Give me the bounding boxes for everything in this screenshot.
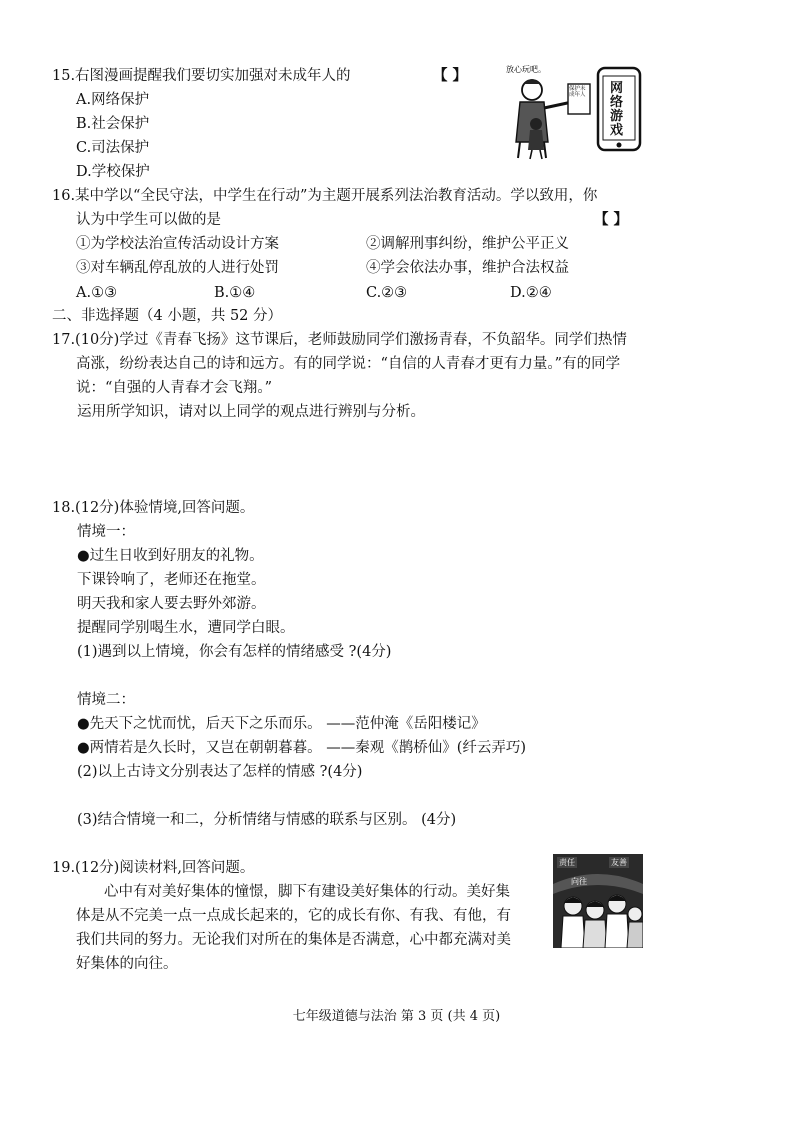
q15-option-c: C.司法保护 bbox=[76, 140, 150, 156]
q16-option-c: C.②③ bbox=[366, 285, 408, 301]
q19-illustration bbox=[553, 854, 643, 948]
q19-line-4: 好集体的向往。 bbox=[76, 956, 178, 972]
q15-stem: 15.右图漫画提醒我们要切实加强对未成年人的 bbox=[52, 68, 351, 84]
q19-label-3: 向往 bbox=[571, 877, 587, 886]
q18-stem: 18.(12分)体验情境,回答问题。 bbox=[52, 500, 255, 516]
q15-comic bbox=[502, 62, 647, 164]
group-drawing bbox=[553, 854, 643, 948]
q16-item-4: ④学会依法办事，维护合法权益 bbox=[366, 260, 569, 276]
q16-option-d: D.②④ bbox=[510, 285, 552, 301]
q18-sub-question-2: (2)以上古诗文分别表达了怎样的情感 ?(4分) bbox=[77, 764, 363, 780]
q19-label-2: 友善 bbox=[611, 858, 627, 867]
q17-line-2: 高涨，纷纷表达自己的诗和远方。有的同学说：“自信的人青春才更有力量。”有的同学 bbox=[76, 356, 621, 372]
q18-scene1-line-1: ●过生日收到好朋友的礼物。 bbox=[77, 548, 264, 564]
q18-scene1-line-4: 提醒同学别喝生水，遭同学白眼。 bbox=[77, 620, 295, 636]
q15-option-a: A.网络保护 bbox=[76, 92, 150, 108]
q16-stem-line1: 16.某中学以“全民守法，中学生在行动”为主题开展系列法治教育活动。学以致用，你 bbox=[52, 188, 598, 204]
q18-scene2-line-2: ●两情若是久长时，又岂在朝朝暮暮。 ——秦观《鹊桥仙》(纤云弄巧) bbox=[77, 740, 527, 756]
comic-small-sign: 保护未成年人 bbox=[569, 86, 586, 98]
q19-line-3: 我们共同的努力。无论我们对所在的集体是否满意，心中都充满对美 bbox=[76, 932, 511, 948]
q18-sub-question-3: (3)结合情境一和二，分析情绪与情感的联系与区别。 (4分) bbox=[77, 812, 457, 828]
section-2-heading: 二、非选择题（4 小题，共 52 分） bbox=[52, 308, 283, 324]
q18-scene2-line-1: ●先天下之忧而忧，后天下之乐而乐。 ——范仲淹《岳阳楼记》 bbox=[77, 716, 486, 732]
q18-scene2-label: 情境二： bbox=[77, 692, 135, 708]
q19-line-1: 心中有对美好集体的憧憬，脚下有建设美好集体的行动。美好集 bbox=[104, 884, 510, 900]
q16-stem-line2: 认为中学生可以做的是 bbox=[76, 212, 221, 228]
q15-option-b: B.社会保护 bbox=[76, 116, 150, 132]
q18-scene1-line-3: 明天我和家人要去野外郊游。 bbox=[77, 596, 266, 612]
q19-line-2: 体是从不完美一点一点成长起来的，它的成长有你、有我、有他，有 bbox=[76, 908, 511, 924]
q19-stem: 19.(12分)阅读材料,回答问题。 bbox=[52, 860, 255, 876]
q16-option-b: B.①④ bbox=[214, 285, 256, 301]
page-footer: 七年级道德与法治 第 3 页 (共 4 页) bbox=[292, 1009, 501, 1024]
q15-option-d: D.学校保护 bbox=[76, 164, 150, 180]
q17-line-4: 运用所学知识，请对以上同学的观点进行辨别与分析。 bbox=[77, 404, 425, 420]
q18-scene1-line-2: 下课铃响了，老师还在拖堂。 bbox=[77, 572, 266, 588]
q18-scene1-label: 情境一： bbox=[77, 524, 135, 540]
q16-option-a: A.①③ bbox=[76, 285, 118, 301]
q16-item-2: ②调解刑事纠纷，维护公平正义 bbox=[366, 236, 569, 252]
q19-label-1: 责任 bbox=[559, 858, 575, 867]
q16-item-3: ③对车辆乱停乱放的人进行处罚 bbox=[76, 260, 279, 276]
q17-line-3: 说：“自强的人青春才会飞翔。” bbox=[76, 380, 273, 396]
q16-answer-bracket: 【 】 bbox=[594, 211, 629, 228]
q17-line-1: 17.(10分)学过《青春飞扬》这节课后，老师鼓励同学们激扬青春，不负韶华。同学们热情 bbox=[52, 332, 627, 348]
comic-speech: 放心玩吧。 bbox=[506, 65, 546, 74]
q15-answer-bracket: 【 】 bbox=[433, 67, 468, 84]
q16-item-1: ①为学校法治宣传活动设计方案 bbox=[76, 236, 279, 252]
comic-phone-sign: 网络游戏 bbox=[610, 81, 624, 138]
q18-sub-question-1: (1)遇到以上情境，你会有怎样的情绪感受 ?(4分) bbox=[77, 644, 392, 660]
